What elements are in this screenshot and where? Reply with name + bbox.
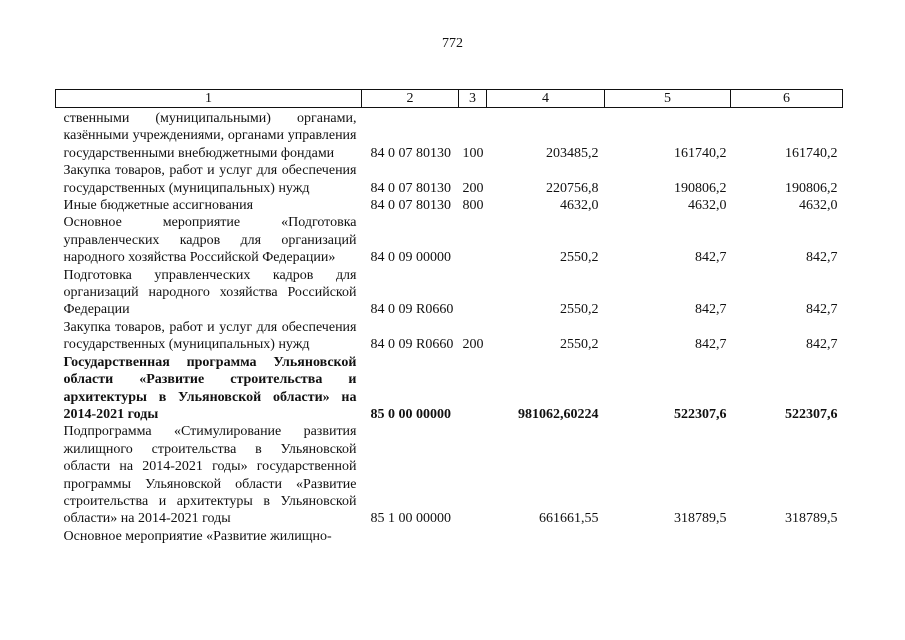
row-value-2019: 2550,2 (560, 250, 599, 266)
table-row (56, 267, 843, 319)
row-value-2019: 2550,2 (560, 302, 599, 318)
row-code (362, 528, 459, 545)
row-code: 84 0 09 R0660 (370, 302, 454, 318)
row-value-2019: 4632,0 (560, 198, 599, 214)
table-row (56, 319, 843, 354)
row-value-2021: 4632,0 (799, 198, 838, 214)
row-name: Государственная программа Ульяновской области «Развитие строительства и архитектуры в Ульяновской области» на 2014-2021 годы (63, 354, 357, 422)
row-value-2020 (605, 528, 731, 545)
row-value-2020: 842,7 (695, 302, 727, 318)
table-row (56, 423, 843, 527)
row-name: ственными (муниципальными) органами, казёнными учреждениями, органами управления государственными внебюджетными фондами (63, 111, 357, 161)
row-name: Основное мероприятие «Развитие жилищно- (63, 528, 332, 544)
row-value-2021: 842,7 (806, 302, 838, 318)
row-name: Иные бюджетные ассигнования (63, 198, 254, 214)
row-value-2021: 842,7 (806, 337, 838, 353)
row-code: 84 0 09 00000 (370, 250, 451, 266)
header-col-5: 5 (605, 90, 731, 108)
header-col-1: 1 (56, 90, 362, 108)
table-row (56, 214, 843, 266)
header-col-2: 2 (362, 90, 459, 108)
row-code: 85 0 00 00000 (370, 406, 451, 422)
row-kind: 200 (462, 180, 484, 196)
row-value-2021: 522307,6 (785, 406, 838, 422)
row-value-2021 (731, 528, 843, 545)
row-code: 84 0 07 80130 (370, 180, 451, 196)
budget-table (55, 89, 843, 545)
row-value-2019 (487, 528, 605, 545)
row-name: Закупка товаров, работ и услуг для обеспечения государственных (муниципальных) нужд (63, 319, 357, 353)
row-code: 84 0 07 80130 (370, 198, 451, 214)
row-value-2021: 161740,2 (785, 145, 838, 161)
row-value-2019: 203485,2 (546, 145, 599, 161)
table-row (56, 528, 843, 545)
row-kind (459, 214, 487, 266)
row-value-2020: 4632,0 (688, 198, 727, 214)
page-number: 772 (442, 36, 463, 51)
table-row (56, 354, 843, 424)
row-kind (459, 423, 487, 527)
row-kind: 200 (462, 337, 484, 353)
row-name: Подготовка управленческих кадров для организаций народного хозяйства Российской Федерации (63, 267, 357, 318)
row-value-2019: 2550,2 (560, 337, 599, 353)
row-value-2019: 220756,8 (546, 180, 599, 196)
row-kind (459, 267, 487, 319)
row-name: Закупка товаров, работ и услуг для обеспечения государственных (муниципальных) нужд (63, 163, 357, 196)
row-code: 84 0 07 80130 (370, 145, 451, 161)
row-value-2021: 190806,2 (785, 180, 838, 196)
row-value-2020: 190806,2 (674, 180, 727, 196)
row-kind: 800 (462, 198, 484, 214)
header-col-4: 4 (487, 90, 605, 108)
header-col-6: 6 (731, 90, 843, 108)
row-value-2019: 661661,55 (539, 511, 599, 527)
table-body (56, 108, 843, 546)
row-code: 84 0 09 R0660 (370, 337, 454, 353)
row-value-2020: 318789,5 (674, 511, 727, 527)
row-name: Основное мероприятие «Подготовка управленческих кадров для организаций народного хозяйства Российской Федерации» (63, 215, 357, 266)
header-row (56, 90, 843, 108)
row-value-2019: 981062,60224 (518, 406, 599, 422)
row-value-2020: 842,7 (695, 250, 727, 266)
row-kind: 100 (462, 145, 484, 161)
row-value-2021: 318789,5 (785, 511, 838, 527)
row-value-2020: 522307,6 (674, 406, 727, 422)
row-kind (459, 354, 487, 424)
row-kind (459, 528, 487, 545)
row-code: 85 1 00 00000 (370, 511, 451, 527)
row-name: Подпрограмма «Стимулирование развития жилищного строительства в Ульяновской области на 2014-2021 годы» государственной программы Ульяновской области «Развитие строительства и архитектуры в Ульяновской области» на 2014-2021 годы (63, 424, 357, 527)
table-row (56, 162, 843, 197)
row-value-2020: 161740,2 (674, 145, 727, 161)
table-row (56, 108, 843, 163)
header-col-3: 3 (459, 90, 487, 108)
table-row (56, 197, 843, 214)
row-value-2021: 842,7 (806, 250, 838, 266)
row-value-2020: 842,7 (695, 337, 727, 353)
